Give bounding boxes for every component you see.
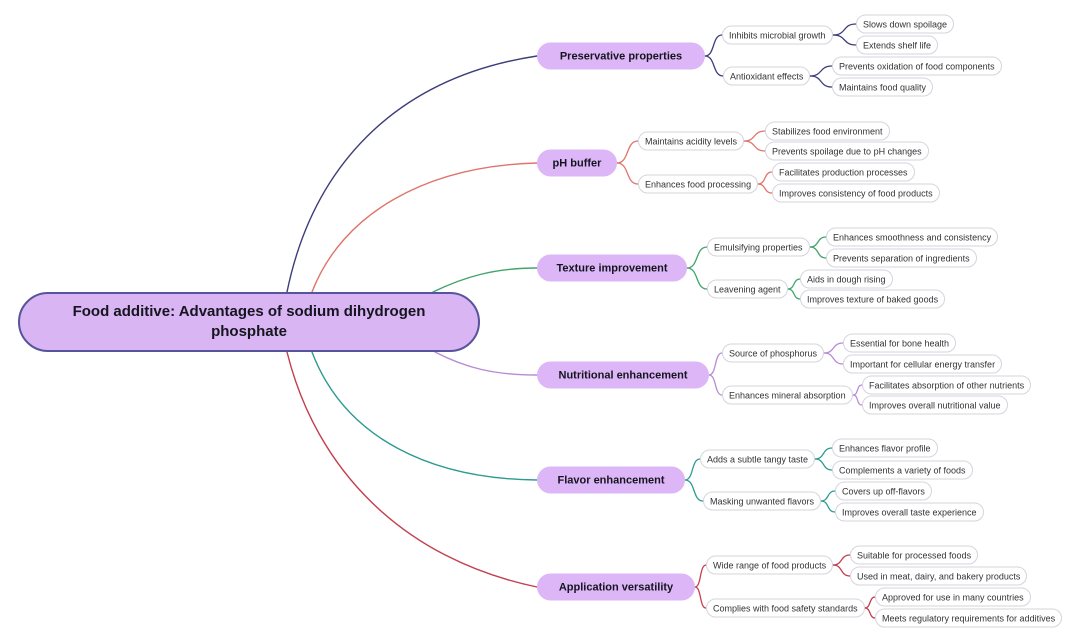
root-branch-curve [312,163,537,292]
root-branch-curve [287,352,537,587]
topic-texture-improvement[interactable]: Texture improvement [537,255,687,282]
subtopic-node[interactable]: Leavening agent [707,280,788,299]
detail-node[interactable]: Improves overall taste experience [835,503,984,522]
subtopic-node[interactable]: Enhances food processing [638,175,758,194]
detail-node[interactable]: Improves overall nutritional value [862,396,1008,415]
detail-node[interactable]: Extends shelf life [856,36,938,55]
connector-curve [815,459,832,470]
topic-nutritional-enhancement[interactable]: Nutritional enhancement [537,362,709,389]
detail-node[interactable]: Covers up off-flavors [835,482,932,501]
subtopic-node[interactable]: Adds a subtle tangy taste [700,450,815,469]
detail-node[interactable]: Used in meat, dairy, and bakery products [850,567,1027,586]
root-branch-curve [433,268,537,292]
connector-curve [617,163,638,184]
connector-curve [744,131,765,141]
detail-node[interactable]: Enhances flavor profile [832,439,938,458]
detail-node[interactable]: Approved for use in many countries [875,588,1031,607]
subtopic-node[interactable]: Complies with food safety standards [706,599,865,618]
connector-curve [758,172,772,184]
detail-node[interactable]: Prevents spoilage due to pH changes [765,142,929,161]
root-node[interactable]: Food additive: Advantages of sodium dihydrogen phosphate [18,292,480,352]
connector-curve [744,141,765,151]
topic-flavor-enhancement[interactable]: Flavor enhancement [537,467,685,494]
connector-curve [709,375,722,395]
connector-curve [865,597,875,608]
topic-application-versatility[interactable]: Application versatility [537,574,695,601]
subtopic-node[interactable]: Source of phosphorus [722,344,824,363]
connector-curve [815,448,832,459]
connector-curve [833,555,850,565]
detail-node[interactable]: Enhances smoothness and consistency [826,228,998,247]
connector-curve [865,608,875,618]
connector-curve [758,184,772,193]
root-branch-curve [287,56,537,292]
detail-node[interactable]: Improves texture of baked goods [800,290,945,309]
connector-curve [709,353,722,375]
subtopic-node[interactable]: Maintains acidity levels [638,132,744,151]
connector-curve [705,56,723,76]
connector-curve [705,35,722,56]
detail-node[interactable]: Stabilizes food environment [765,122,890,141]
detail-node[interactable]: Improves consistency of food products [772,184,940,203]
connector-curve [810,247,826,258]
root-branch-curve [312,352,537,480]
detail-node[interactable]: Suitable for processed foods [850,546,978,565]
connector-curve [685,459,700,480]
detail-node[interactable]: Important for cellular energy transfer [843,355,1002,374]
topic-ph-buffer[interactable]: pH buffer [537,150,617,177]
connector-curve [853,395,862,405]
detail-node[interactable]: Prevents separation of ingredients [826,249,977,268]
connector-curve [687,268,707,289]
connector-curve [695,587,706,608]
detail-node[interactable]: Meets regulatory requirements for additives [875,609,1062,628]
detail-node[interactable]: Essential for bone health [843,334,956,353]
detail-node[interactable]: Aids in dough rising [800,270,893,289]
connector-curve [853,385,862,395]
detail-node[interactable]: Maintains food quality [832,78,933,97]
subtopic-node[interactable]: Wide range of food products [706,556,833,575]
subtopic-node[interactable]: Emulsifying properties [707,238,810,257]
connector-curve [685,480,703,501]
detail-node[interactable]: Facilitates production processes [772,163,915,182]
connector-curve [810,76,832,87]
connector-curve [833,24,856,35]
connector-curve [617,141,638,163]
detail-node[interactable]: Facilitates absorption of other nutrients [862,376,1031,395]
topic-preservative-properties[interactable]: Preservative properties [537,43,705,70]
detail-node[interactable]: Complements a variety of foods [832,461,973,480]
connector-curve [821,491,835,501]
detail-node[interactable]: Slows down spoilage [856,15,954,34]
connector-curve [833,35,856,45]
connector-curve [833,565,850,576]
subtopic-node[interactable]: Masking unwanted flavors [703,492,821,511]
root-branch-curve [435,352,537,375]
connector-curve [810,66,832,76]
connector-curve [824,353,843,364]
connector-curve [788,279,800,289]
detail-node[interactable]: Prevents oxidation of food components [832,57,1002,76]
connector-curve [824,343,843,353]
connector-curve [695,565,706,587]
subtopic-node[interactable]: Antioxidant effects [723,67,810,86]
connector-curve [821,501,835,512]
subtopic-node[interactable]: Inhibits microbial growth [722,26,833,45]
connector-curve [788,289,800,299]
connector-curve [810,237,826,247]
connector-curve [687,247,707,268]
subtopic-node[interactable]: Enhances mineral absorption [722,386,853,405]
